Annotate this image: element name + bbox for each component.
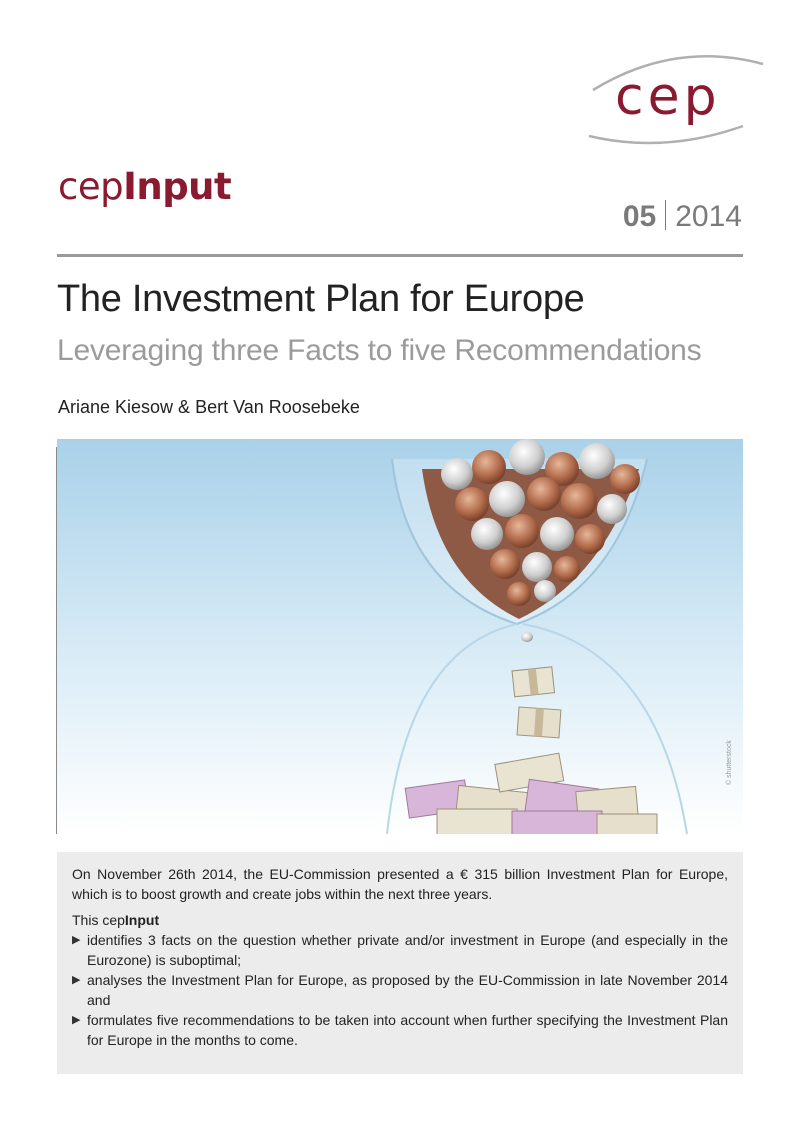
summary-lead-strong: Input bbox=[124, 912, 160, 928]
issue-divider bbox=[665, 200, 666, 230]
summary-list bbox=[72, 930, 728, 1050]
hourglass-illustration bbox=[57, 439, 743, 834]
list-item-text: formulates five recommendations to be taken into account when further specifying the Investment Plan for Europe in the months to come. bbox=[87, 1012, 728, 1048]
issue-num: 05 bbox=[622, 200, 657, 233]
summary-lead-prefix: This cep bbox=[72, 912, 125, 928]
list-item-text: identifies 3 facts on the question whether private and/or investment in Europe (and especially in the Eurozone) is suboptimal; bbox=[87, 932, 728, 968]
bullet-arrow-icon: ▶ bbox=[72, 934, 81, 946]
summary-intro: On November 26th 2014, the EU-Commission presented a € 315 billion Investment Plan for Europe, which is to boost growth and create jobs within the next three years. bbox=[72, 866, 728, 902]
series-strong: Input bbox=[123, 165, 232, 208]
cep-logo-mark bbox=[585, 52, 765, 152]
bullet-arrow-icon: ▶ bbox=[72, 1014, 81, 1026]
summary-lead bbox=[72, 910, 728, 930]
series-prefix: cep bbox=[58, 165, 124, 208]
authors: Ariane Kiesow & Bert Van Roosebeke bbox=[58, 397, 360, 417]
issue-number bbox=[623, 200, 742, 234]
summary-box bbox=[57, 852, 743, 1074]
header-rule bbox=[57, 254, 743, 257]
cep-logo bbox=[585, 52, 765, 152]
list-item bbox=[72, 930, 728, 970]
image-credit: © shutterstock bbox=[726, 740, 733, 785]
list-item bbox=[72, 1010, 728, 1050]
logo-text: cep bbox=[615, 67, 721, 127]
hero-image bbox=[57, 439, 743, 834]
page-subtitle: Leveraging three Facts to five Recommendations bbox=[57, 334, 702, 367]
issue-year: 2014 bbox=[675, 200, 742, 233]
series-name bbox=[58, 165, 231, 208]
list-item bbox=[72, 970, 728, 1010]
bullet-arrow-icon: ▶ bbox=[72, 974, 81, 986]
page-title: The Investment Plan for Europe bbox=[57, 278, 585, 320]
list-item-text: analyses the Investment Plan for Europe, as proposed by the EU-Commission in late November 2014 and bbox=[87, 972, 728, 1008]
